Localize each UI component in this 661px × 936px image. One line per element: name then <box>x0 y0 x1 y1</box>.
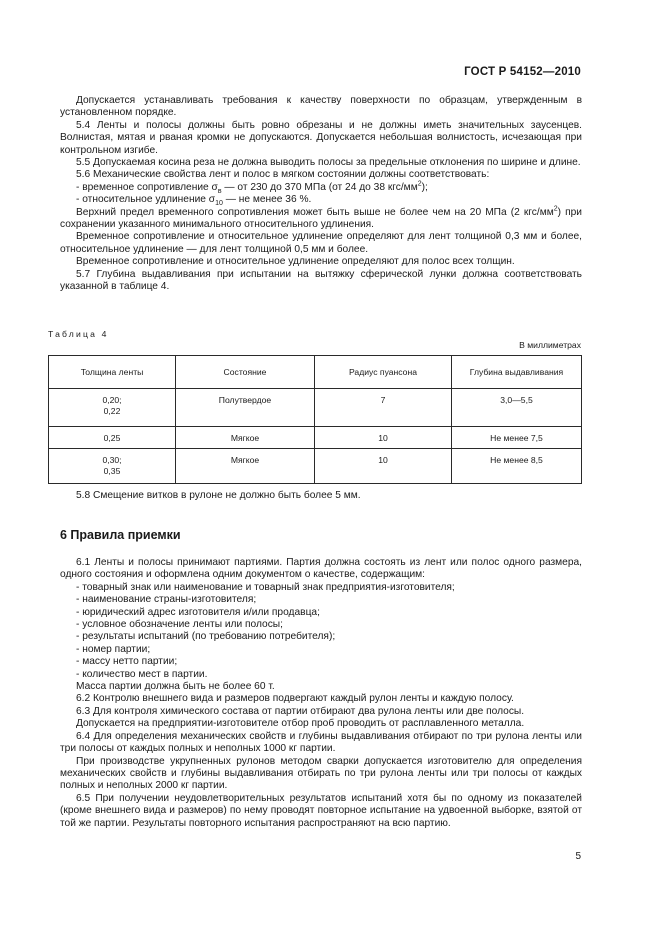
col-header-thickness: Толщина ленты <box>49 356 176 389</box>
cell-thickness: 0,30; 0,35 <box>49 449 176 484</box>
cell-depth: Не менее 7,5 <box>452 427 582 449</box>
col-header-depth: Глубина выдавливания <box>452 356 582 389</box>
paragraph: При производстве укрупненных рулонов методом сварки допускается изготовителю для определения механических свойств и глубины выдавливания отбирать по три рулона ленты или три полосы от каждых полных и неполных 2000 кг партии. <box>60 755 582 792</box>
paragraph: 6.1 Ленты и полосы принимают партиями. Партия должна состоять из лент или полос одного размера, одного состояния и оформлена одним документом о качестве, содержащим: <box>60 557 582 581</box>
paragraph: 6.3 Для контроля химического состава от партии отбирают два рулона ленты или две полосы. <box>76 705 525 717</box>
cell-radius: 10 <box>315 449 452 484</box>
paragraph: 5.8 Смещение витков в рулоне не должно быть более 5 мм. <box>76 490 361 501</box>
list-item: - условное обозначение ленты или полосы; <box>76 619 283 631</box>
cell-state: Полутвердое <box>176 389 315 427</box>
paragraph: Верхний предел временного сопротивления может быть выше не более чем на 20 МПа (2 кгс/$мм^2$) при сохранении указанного минимального относительного удлинения. <box>60 205 582 231</box>
table-row <box>49 389 582 427</box>
cell-depth: 3,0—5,5 <box>452 389 582 427</box>
list-item: - товарный знак или наименование и товарный знак предприятия-изготовителя; <box>76 581 455 593</box>
cell-thickness: 0,25 <box>49 427 176 449</box>
col-header-state: Состояние <box>176 356 315 389</box>
table-row <box>49 427 582 449</box>
cell-radius: 10 <box>315 427 452 449</box>
page-number: 5 <box>575 851 581 862</box>
paragraph: Временное сопротивление и относительное удлинение определяют для полос всех толщин. <box>76 256 515 268</box>
list-item: - результаты испытаний (по требованию потребителя); <box>76 631 336 643</box>
paragraph: 5.5 Допускаемая косина реза не должна выводить полосы за предельные отклонения по ширине и длине. <box>76 157 581 169</box>
table-header-row <box>49 356 582 389</box>
list-item: - номер партии; <box>76 643 151 655</box>
list-item: - наименование страны-изготовителя; <box>76 594 257 606</box>
document-header: ГОСТ Р 54152—2010 <box>464 66 581 78</box>
list-item: - временное сопротивление $\sigma_в$ — от 230 до 370 МПа (от 24 до 38 кгс/$мм^2$); <box>76 180 428 195</box>
table-units: В миллиметрах <box>519 340 581 350</box>
cell-radius: 7 <box>315 389 452 427</box>
paragraph: Допускается устанавливать требования к качеству поверхности по образцам, утвержденным в установленном порядке. <box>60 95 582 119</box>
table-caption: Таблица 4 <box>48 329 109 339</box>
list-item: - юридический адрес изготовителя и/или продавца; <box>76 606 320 618</box>
cell-thickness: 0,20; 0,22 <box>49 389 176 427</box>
list-item: - относительное удлинение $\sigma_{10}$ — не менее 36 %. <box>76 194 312 208</box>
col-header-radius: Радиус пуансона <box>315 356 452 389</box>
cell-depth: Не менее 8,5 <box>452 449 582 484</box>
table-4 <box>48 355 582 484</box>
section-6-text-block <box>60 557 582 830</box>
section-5-text-block <box>60 95 582 294</box>
list-item: - количество мест в партии. <box>76 668 208 680</box>
paragraph: 5.4 Ленты и полосы должны быть ровно обрезаны и не должны иметь значительных заусенцев. Волнистая, мятая и рваная кромки не допускаются. Допускается небольшая волнистость, исчезающая при контрольном изгибе. <box>60 119 582 156</box>
paragraph: 6.4 Для определения механических свойств и глубины выдавливания отбирают по три рулона ленты или три полосы от каждых полных и неполных 1000 кг партии. <box>60 730 582 755</box>
paragraph: Допускается на предприятии-изготовителе отбор проб проводить от расплавленного металла. <box>76 718 525 730</box>
table-row <box>49 449 582 484</box>
list-item: - массу нетто партии; <box>76 656 178 668</box>
paragraph: 6.5 При получении неудовлетворительных результатов испытаний хотя бы по одному из показателей (кроме внешнего вида и размеров) по нему проводят повторное испытание на удвоенной выборке, взятой от той же партии. Результаты повторного испытания распространяют на всю партию. <box>60 792 582 829</box>
cell-state: Мягкое <box>176 427 315 449</box>
section-6-title: 6 Правила приемки <box>60 528 181 542</box>
paragraph: Масса партии должна быть не более 60 т. <box>76 681 275 693</box>
paragraph: 6.2 Контролю внешнего вида и размеров подвергают каждый рулон ленты и каждую полосу. <box>76 693 514 705</box>
paragraph: 5.7 Глубина выдавливания при испытании на вытяжку сферической лунки должна соответствовать указанной в таблице 4. <box>60 268 582 293</box>
paragraph: 5.6 Механические свойства лент и полос в мягком состоянии должны соответствовать: <box>76 169 490 181</box>
clause-5-8 <box>60 490 582 502</box>
cell-state: Мягкое <box>176 449 315 484</box>
paragraph: Временное сопротивление и относительное удлинение определяют для лент толщиной 0,3 мм и более, относительное удлинение — для лент толщиной 0,5 мм и более. <box>60 231 582 255</box>
